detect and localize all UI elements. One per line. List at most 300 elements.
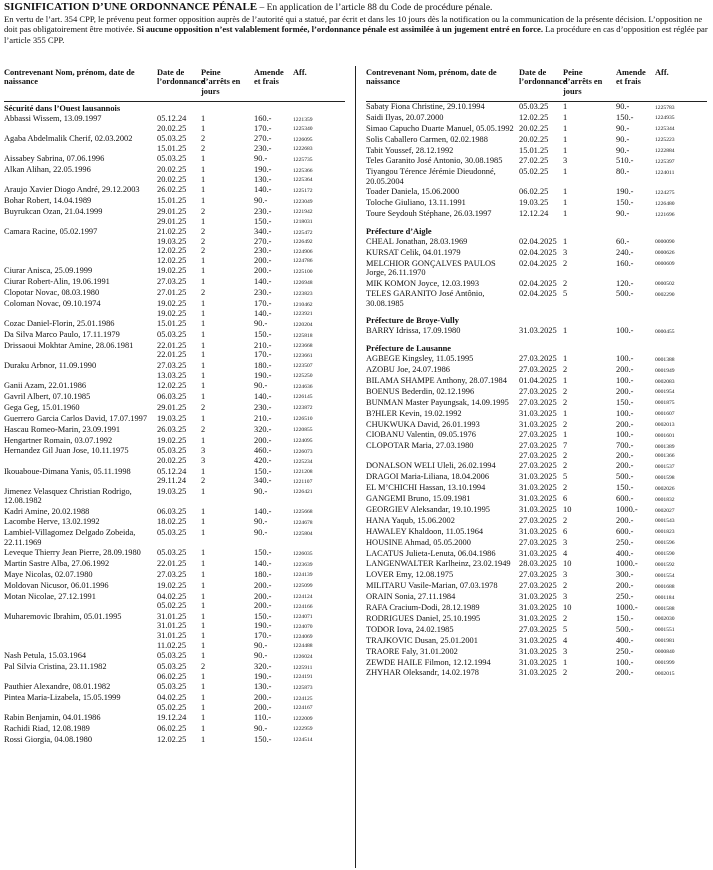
- ordonnance-date: 27.03.25: [157, 277, 187, 287]
- peine-jours: 1: [201, 174, 206, 184]
- peine-jours: 3: [563, 592, 568, 602]
- contrevenant-name: AZOBU Joe, 24.07.1986: [366, 365, 450, 375]
- amende-frais: 200.-: [254, 580, 272, 590]
- affaire-number: 1225344: [655, 126, 675, 133]
- contrevenant-name: BARRY Idrissa, 17.09.1980: [366, 326, 461, 336]
- amende-frais: 90.-: [254, 651, 268, 661]
- affaire-number: 1225340: [293, 126, 313, 133]
- ordonnance-date: 05.03.25: [157, 682, 187, 692]
- contrevenant-name: Da Silva Marco Paulo, 17.11.1979: [4, 330, 120, 339]
- ordonnance-date: 31.03.2025: [519, 505, 557, 515]
- table-row: [4, 559, 345, 570]
- peine-jours: 1: [201, 528, 206, 538]
- ordonnance-date: 28.03.2025: [519, 559, 557, 569]
- table-row: [366, 376, 707, 387]
- table-row: [4, 392, 345, 403]
- ordonnance-date: 05.03.25: [157, 651, 187, 661]
- affaire-number: 0000502: [655, 281, 675, 288]
- contrevenant-name: ZHYHAR Oleksandr, 14.02.1978: [366, 668, 479, 678]
- peine-jours: 1: [201, 196, 206, 206]
- ordonnance-date: 27.03.2025: [519, 570, 557, 580]
- ordonnance-date: 31.03.2025: [519, 408, 557, 418]
- amende-frais: 400.-: [616, 548, 634, 558]
- ordonnance-date: 31.03.2025: [519, 646, 557, 656]
- peine-jours: 2: [563, 258, 568, 268]
- amende-frais: 200.-: [254, 266, 272, 276]
- ordonnance-date: 20.02.25: [519, 123, 549, 133]
- affaire-number: 0001389: [655, 443, 675, 450]
- peine-jours: 1: [201, 370, 206, 380]
- peine-jours: 1: [201, 671, 206, 681]
- table-row: [366, 592, 707, 603]
- amende-frais: 250.-: [616, 537, 634, 547]
- table-row: [366, 279, 707, 290]
- affaire-number: 1223639: [293, 561, 313, 568]
- table-row: [366, 538, 707, 549]
- affaire-number: 1226510: [293, 416, 313, 423]
- amende-frais: 150.-: [254, 330, 272, 339]
- affaire-number: 1221942: [293, 209, 313, 216]
- peine-jours: 2: [563, 278, 568, 288]
- peine-jours: 1: [201, 216, 206, 226]
- table-row: [366, 146, 707, 157]
- ordonnance-date: 12.12.24: [519, 209, 549, 219]
- amende-frais: 130.-: [254, 174, 272, 184]
- affaire-number: 0001601: [655, 432, 675, 439]
- peine-jours: 6: [563, 494, 568, 504]
- ordonnance-date: 19.03.25: [157, 236, 187, 246]
- ordonnance-date: 27.03.25: [157, 569, 187, 579]
- table-row: [4, 735, 345, 746]
- contrevenant-name: AGBEGE Kingsley, 11.05.1995: [366, 354, 474, 364]
- ordonnance-date: 31.01.25: [157, 611, 187, 621]
- ordonnance-date: 05.02.25: [519, 167, 549, 177]
- contrevenant-name: Kadri Amine, 20.02.1988: [4, 506, 90, 516]
- amende-frais: 200.-: [616, 581, 634, 591]
- amende-frais: 110.-: [254, 713, 272, 723]
- amende-frais: 240.-: [616, 247, 634, 257]
- peine-jours: 1: [201, 114, 206, 123]
- contrevenant-name: Ciurar Anisca, 25.09.1999: [4, 266, 93, 276]
- table-row: [366, 289, 707, 309]
- ordonnance-date: 29.01.25: [157, 206, 187, 216]
- table-row: [4, 662, 345, 682]
- col-header-peine: Peine d’arrêts en jours: [201, 68, 241, 96]
- peine-jours: 1: [201, 569, 206, 579]
- contrevenant-name: DRAGOI Maria-Liliana, 18.04.2006: [366, 472, 490, 482]
- amende-frais: 90.-: [254, 154, 268, 164]
- affaire-number: 1220855: [293, 427, 313, 434]
- table-row: [366, 354, 707, 365]
- affaire-number: 0001875: [655, 400, 675, 407]
- peine-jours: 1: [563, 354, 568, 364]
- amende-frais: 150.-: [616, 198, 634, 208]
- peine-jours: 3: [563, 156, 568, 166]
- amende-frais: 150.-: [254, 611, 272, 621]
- affaire-number: 1224166: [293, 603, 313, 610]
- peine-jours: 2: [563, 483, 568, 493]
- affaire-number: 1224636: [293, 383, 313, 390]
- peine-jours: 1: [201, 693, 206, 702]
- contrevenant-name: Buyrukcan Ozan, 21.04.1999: [4, 206, 103, 216]
- table-row: [366, 113, 707, 124]
- peine-jours: 5: [563, 289, 568, 299]
- amende-frais: 150.-: [254, 734, 272, 744]
- contrevenant-name: Saidi Ilyas, 20.07.2000: [366, 112, 444, 122]
- affaire-number: 0002026: [655, 485, 675, 492]
- affaire-number: 0000090: [655, 239, 675, 246]
- peine-jours: 1: [201, 266, 206, 276]
- contrevenant-name: Solis Caballero Carmen, 02.02.1988: [366, 134, 488, 144]
- affaire-number: 1223049: [293, 198, 313, 205]
- affaire-number: 1222884: [655, 148, 675, 155]
- contrevenant-name: Motan Nicolae, 27.12.1991: [4, 591, 96, 601]
- peine-jours: 1: [201, 255, 206, 265]
- amende-frais: 190.-: [254, 671, 272, 681]
- section-heading: Préfecture de Broye-Vully: [366, 316, 459, 326]
- table-row: [366, 420, 707, 431]
- amende-frais: 190.-: [616, 187, 634, 197]
- ordonnance-date: 27.01.25: [157, 288, 187, 298]
- table-row: [4, 330, 345, 341]
- affaire-number: 1226948: [293, 279, 313, 286]
- ordonnance-date: 06.02.25: [157, 723, 187, 733]
- table-row: [366, 259, 707, 279]
- ordonnance-date: 31.03.2025: [519, 419, 557, 429]
- ordonnance-date: 27.03.2025: [519, 365, 557, 375]
- ordonnance-date: 31.03.2025: [519, 613, 557, 623]
- ordonnance-date: 13.03.25: [157, 370, 187, 380]
- ordonnance-date: 15.01.25: [157, 319, 187, 329]
- amende-frais: 190.-: [254, 621, 272, 631]
- affaire-number: 1224514: [293, 737, 313, 744]
- amende-frais: 200.-: [254, 255, 272, 265]
- contrevenant-name: Cozac Daniel-Florin, 25.01.1986: [4, 319, 115, 329]
- contrevenant-name: BUNMAN Master Payungsak, 14.09.1995: [366, 397, 509, 407]
- table-row: [366, 365, 707, 376]
- amende-frais: 100.-: [616, 354, 634, 364]
- peine-jours: 1: [201, 611, 206, 621]
- contrevenant-name: Gega Geg, 15.01.1960: [4, 402, 80, 412]
- affaire-number: 0001590: [655, 551, 675, 558]
- ordonnance-date: 19.02.25: [157, 435, 187, 445]
- table-row: [366, 198, 707, 209]
- amende-frais: 100.-: [616, 408, 634, 418]
- peine-jours: 1: [201, 340, 206, 350]
- peine-jours: 1: [563, 209, 568, 219]
- affaire-number: 1225472: [293, 229, 313, 236]
- ordonnance-date: 05.03.25: [157, 330, 187, 339]
- peine-jours: 2: [201, 206, 206, 216]
- affaire-number: 0001551: [655, 627, 675, 634]
- left-column: [4, 68, 345, 868]
- ordonnance-date: 19.02.25: [157, 266, 187, 276]
- table-row: [4, 134, 345, 154]
- amende-frais: 200.-: [616, 668, 634, 678]
- notice-intro: – En application de l’article 88 du Code de procédure pénale.: [257, 3, 493, 13]
- affaire-number: 0000455: [655, 328, 675, 335]
- amende-frais: 500.-: [616, 624, 634, 634]
- ordonnance-date: 27.03.2025: [519, 515, 557, 525]
- affaire-number: 1224139: [293, 572, 313, 579]
- ordonnance-date: 31.01.25: [157, 631, 187, 641]
- ordonnance-date: 27.03.2025: [519, 397, 557, 407]
- amende-frais: 300.-: [616, 570, 634, 580]
- table-row: [366, 636, 707, 647]
- ordonnance-date: 31.03.2025: [519, 526, 557, 536]
- amende-frais: 90.-: [254, 517, 268, 527]
- affaire-number: 1224124: [293, 594, 313, 601]
- col-header-aff: Aff.: [293, 68, 307, 77]
- ordonnance-date: 18.02.25: [157, 517, 187, 527]
- peine-jours: 1: [201, 330, 206, 339]
- ordonnance-date: 02.04.2025: [519, 258, 557, 268]
- table-row: [366, 209, 707, 220]
- ordonnance-date: 02.04.2025: [519, 289, 557, 299]
- peine-jours: 1: [201, 559, 206, 569]
- section-heading: Préfecture d’Aigle: [366, 226, 432, 236]
- ordonnance-date: 22.01.25: [157, 340, 187, 350]
- contrevenant-name: LACATUS Julieta-Lenuta, 06.04.1986: [366, 548, 496, 558]
- peine-jours: 2: [563, 581, 568, 591]
- amende-frais: 140.-: [254, 277, 272, 287]
- peine-jours: 7: [563, 441, 568, 451]
- amende-frais: 150.-: [254, 466, 272, 476]
- amende-frais: 90.-: [616, 145, 630, 155]
- amende-frais: 250.-: [616, 646, 634, 656]
- affaire-number: 1224095: [293, 438, 313, 445]
- ordonnance-date: 15.01.25: [157, 196, 187, 206]
- table-row: [366, 461, 707, 472]
- amende-frais: 200.-: [616, 365, 634, 375]
- contrevenant-name: BILAMA SHAMPE Anthony, 28.07.1984: [366, 376, 507, 386]
- ordonnance-date: 27.03.2025: [519, 461, 557, 471]
- contrevenant-name: Toure Seydouh Stéphane, 26.03.1997: [366, 209, 492, 219]
- contrevenant-name: CHUKWUKA David, 26.01.1993: [366, 419, 480, 429]
- amende-frais: 150.-: [254, 216, 272, 226]
- peine-jours: 3: [563, 247, 568, 257]
- amende-frais: 140.-: [254, 391, 272, 401]
- table-row: [4, 507, 345, 518]
- contrevenant-name: Leveque Thierry Jean Pierre, 28.09.1980: [4, 548, 141, 558]
- peine-jours: 1: [201, 185, 206, 195]
- amende-frais: 200.-: [616, 419, 634, 429]
- amende-frais: 230.-: [254, 206, 272, 216]
- table-row: [366, 570, 707, 581]
- table-row: [4, 114, 345, 134]
- peine-jours: 2: [563, 461, 568, 471]
- affaire-number: 1225100: [293, 268, 313, 275]
- contrevenant-name: ZEWDE HAILE Filmon, 12.12.1994: [366, 657, 491, 667]
- peine-jours: 1: [201, 506, 206, 516]
- contrevenant-name: GANGEMI Bruno, 15.09.1981: [366, 494, 471, 504]
- ordonnance-date: 04.02.25: [157, 591, 187, 601]
- amende-frais: 230.-: [254, 288, 272, 298]
- amende-frais: 150.-: [616, 112, 634, 122]
- notice-header: [4, 2, 708, 45]
- ordonnance-date: 31.03.2025: [519, 635, 557, 645]
- peine-jours: 3: [201, 446, 206, 456]
- affaire-number: 0001999: [655, 660, 675, 666]
- peine-jours: 2: [201, 662, 206, 672]
- table-row: [366, 237, 707, 248]
- amende-frais: 90.-: [254, 196, 268, 206]
- affaire-number: 1225364: [293, 177, 313, 184]
- affaire-number: 0001596: [655, 540, 675, 547]
- col-header-name: Contrevenant Nom, prénom, date de naissance: [366, 68, 497, 87]
- ordonnance-date: 06.03.25: [157, 506, 187, 516]
- contrevenant-name: Toader Daniela, 15.06.2000: [366, 187, 460, 197]
- contrevenant-name: DONALSON WELI Uleli, 26.02.1994: [366, 461, 496, 471]
- table-row: [4, 196, 345, 207]
- ordonnance-date: 26.02.25: [157, 185, 187, 195]
- peine-jours: 1: [201, 723, 206, 733]
- peine-jours: 1: [563, 112, 568, 122]
- affaire-number: 0001592: [655, 561, 675, 568]
- contrevenant-name: Araujo Xavier Diogo André, 29.12.2003: [4, 185, 140, 195]
- table-row: [366, 326, 707, 337]
- table-row: [366, 430, 707, 441]
- peine-jours: 2: [201, 476, 206, 486]
- ordonnance-date: 29.11.24: [157, 476, 187, 486]
- peine-jours: 1: [201, 350, 206, 360]
- affaire-number: 1225818: [293, 332, 313, 339]
- peine-jours: 2: [201, 402, 206, 412]
- table-row: [4, 570, 345, 581]
- contrevenant-name: Rossi Giorgia, 04.08.1980: [4, 734, 93, 744]
- peine-jours: 2: [563, 450, 568, 460]
- ordonnance-date: 26.03.25: [157, 424, 187, 434]
- ordonnance-date: 31.03.2025: [519, 326, 557, 336]
- affaire-number: 1223823: [293, 290, 313, 297]
- col-header-name: Contrevenant Nom, prénom, date de naissance: [4, 68, 135, 87]
- affaire-number: 1224070: [293, 623, 313, 630]
- amende-frais: 420.-: [254, 456, 272, 466]
- table-header: [4, 68, 345, 102]
- notice-title: SIGNIFICATION D’UNE ORDONNANCE PÉNALE: [4, 1, 258, 13]
- peine-jours: 1: [201, 651, 206, 661]
- amende-frais: 150.-: [616, 397, 634, 407]
- amende-frais: 140.-: [254, 506, 272, 516]
- table-row: [4, 436, 345, 447]
- amende-frais: 250.-: [616, 592, 634, 602]
- table-row: [4, 548, 345, 559]
- ordonnance-date: 22.01.25: [157, 559, 187, 569]
- table-row: [4, 592, 345, 612]
- amende-frais: 160.-: [616, 258, 634, 268]
- table-row: [366, 505, 707, 516]
- affaire-number: 1225172: [293, 187, 313, 194]
- ordonnance-date: 15.01.25: [519, 145, 549, 155]
- peine-jours: 1: [201, 360, 206, 370]
- amende-frais: 340.-: [254, 476, 272, 486]
- table-row: [366, 409, 707, 420]
- table-row: [366, 398, 707, 409]
- contrevenant-name: RODRIGUES Daniel, 25.10.1995: [366, 613, 481, 623]
- affaire-number: 1225668: [293, 509, 313, 515]
- affaire-number: 1226421: [293, 489, 313, 496]
- table-row: [4, 425, 345, 436]
- ordonnance-date: 11.02.25: [157, 640, 187, 650]
- affaire-number: 1218031: [293, 219, 313, 226]
- amende-frais: 100.-: [616, 376, 634, 386]
- ordonnance-date: 05.03.25: [157, 134, 187, 144]
- ordonnance-date: 19.02.25: [157, 299, 187, 309]
- peine-jours: 10: [563, 505, 572, 515]
- ordonnance-date: 29.01.25: [157, 402, 187, 412]
- peine-jours: 1: [201, 591, 206, 601]
- table-row: [4, 403, 345, 414]
- peine-jours: 3: [563, 646, 568, 656]
- table-row: [366, 248, 707, 259]
- table-row: [366, 124, 707, 135]
- ordonnance-date: 31.03.2025: [519, 472, 557, 482]
- peine-jours: 1: [201, 517, 206, 527]
- affaire-number: 1225366: [293, 167, 313, 174]
- amende-frais: 200.-: [254, 591, 272, 601]
- affaire-number: 1221359: [293, 116, 313, 123]
- ordonnance-date: 05.03.25: [157, 446, 187, 456]
- table-row: [4, 528, 345, 548]
- ordonnance-date: 05.03.25: [157, 528, 187, 538]
- affaire-number: 1223661: [293, 352, 313, 359]
- amende-frais: 210.-: [254, 340, 272, 350]
- affaire-number: 1224167: [293, 705, 313, 712]
- amende-frais: 1000.-: [616, 603, 638, 613]
- contrevenant-name: Clopotar Novac, 08.03.1980: [4, 288, 100, 298]
- table-row: [366, 614, 707, 625]
- ordonnance-date: 05.03.25: [519, 102, 549, 111]
- contrevenant-name: ORAIN Sonia, 27.11.1984: [366, 592, 456, 602]
- table-row: [4, 277, 345, 288]
- amende-frais: 160.-: [254, 114, 272, 123]
- table-row: [366, 156, 707, 167]
- ordonnance-date: 31.01.25: [157, 621, 187, 631]
- peine-jours: 2: [201, 424, 206, 434]
- table-row: [4, 227, 345, 266]
- contrevenant-name: EL M’CHICHI Hassan, 13.10.1994: [366, 483, 486, 493]
- affaire-number: 1223668: [293, 343, 313, 350]
- table-row: [366, 647, 707, 658]
- amende-frais: 200.-: [616, 515, 634, 525]
- peine-jours: 1: [201, 308, 206, 318]
- affaire-number: 1224071: [293, 614, 313, 621]
- affaire-number: 0000626: [655, 250, 675, 257]
- ordonnance-date: 31.03.2025: [519, 548, 557, 558]
- amende-frais: 80.-: [616, 167, 630, 177]
- affaire-number: 1222683: [293, 146, 313, 153]
- affaire-number: 1226492: [293, 239, 313, 246]
- affaire-number: 0001823: [655, 529, 675, 536]
- peine-jours: 1: [563, 167, 568, 177]
- affaire-number: 1224935: [655, 115, 675, 122]
- peine-jours: 2: [563, 365, 568, 375]
- peine-jours: 2: [201, 246, 206, 256]
- peine-jours: 1: [201, 277, 206, 287]
- peine-jours: 4: [563, 635, 568, 645]
- table-row: [366, 483, 707, 494]
- affaire-number: 0000840: [655, 649, 675, 656]
- table-row: [366, 472, 707, 483]
- affaire-number: 1226095: [293, 136, 313, 143]
- amende-frais: 400.-: [616, 635, 634, 645]
- affaire-number: 0001981: [655, 638, 675, 645]
- amende-frais: 230.-: [254, 402, 272, 412]
- table-row: [366, 167, 707, 187]
- table-row: [4, 713, 345, 724]
- contrevenant-name: Coloman Novac, 09.10.1974: [4, 299, 101, 309]
- peine-jours: 1: [201, 548, 206, 558]
